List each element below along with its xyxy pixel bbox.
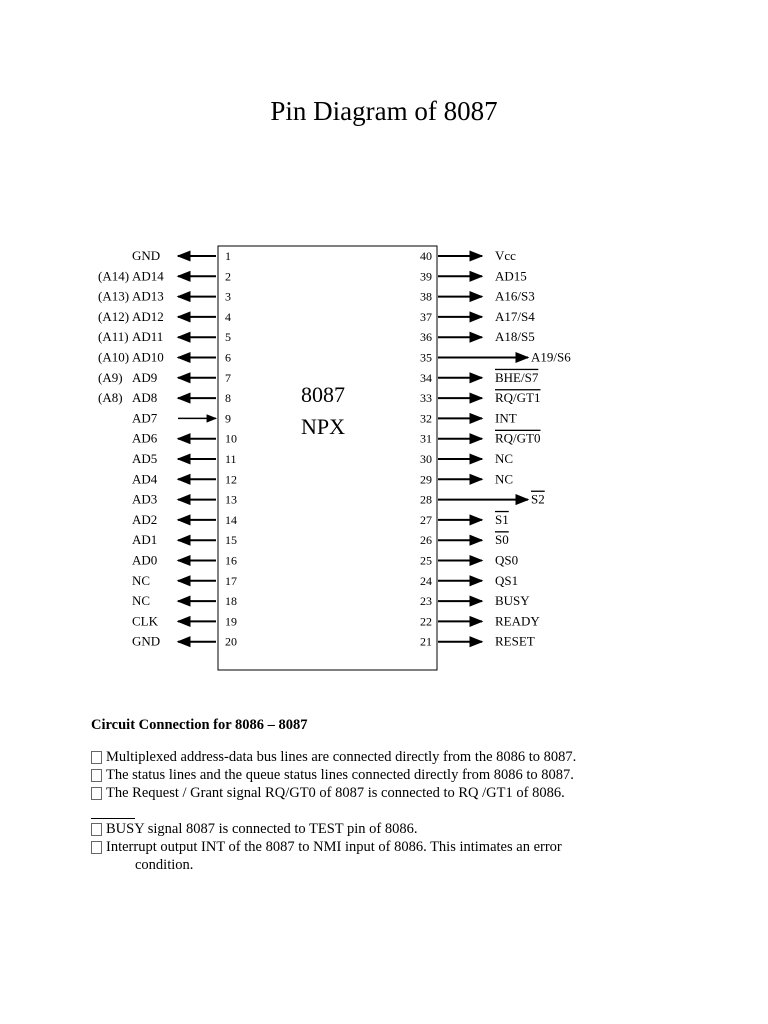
pin-39: [420, 268, 527, 283]
pin-5: [98, 329, 231, 344]
pin-number: 9: [225, 411, 231, 426]
chip-name: 8087: [301, 382, 345, 407]
pin-32: [420, 410, 517, 425]
pin-label: AD11: [132, 329, 164, 345]
pin-17: [132, 573, 237, 588]
pin-label: NC: [132, 593, 151, 609]
pin-label: AD14: [132, 268, 164, 284]
pin-27: [420, 512, 509, 527]
test-overbar: [91, 818, 135, 819]
pin-alt-label: (A9): [98, 369, 123, 385]
pin-label: AD15: [495, 268, 527, 284]
pin-label: QS1: [495, 572, 519, 588]
note-continuation: condition.: [135, 857, 194, 873]
pin-4: [98, 309, 231, 324]
note-bullet-2: [91, 766, 751, 784]
pin-14: [132, 512, 237, 527]
pin-label: A19/S6: [531, 349, 571, 365]
pin-label: AD7: [132, 410, 158, 426]
pin-number: 4: [225, 309, 231, 324]
pin-6: [98, 350, 231, 365]
pin-number: 13: [225, 492, 237, 507]
pin-label: NC: [495, 471, 514, 487]
pin-number: 6: [225, 350, 231, 365]
note-bullet-1: [91, 748, 751, 766]
pin-label: GND: [132, 633, 161, 649]
pin-number: 40: [420, 249, 432, 263]
pin-31: [420, 431, 541, 446]
pin-label: A16/S3: [495, 288, 535, 304]
pin-30: [420, 451, 513, 466]
pin-13: [132, 492, 237, 507]
pin-label: NC: [132, 572, 151, 588]
pin-number: 23: [420, 594, 432, 609]
pin-label: AD1: [132, 532, 158, 548]
pin-label: CLK: [132, 613, 158, 629]
pin-number: 26: [420, 533, 432, 548]
pin-label: A18/S5: [495, 329, 535, 345]
pin-number: 17: [225, 573, 237, 588]
pin-number: 8: [225, 391, 231, 406]
pin-number: 21: [420, 634, 432, 649]
pin-3: [98, 289, 231, 304]
pin-label: BHE/S7: [495, 369, 539, 385]
pin-number: 38: [420, 289, 432, 304]
pin-label: AD13: [132, 288, 164, 304]
pin-8: [98, 390, 231, 405]
pin-20: [132, 634, 237, 649]
pin-alt-label: (A14): [98, 268, 130, 284]
pin-label: GND: [132, 248, 161, 263]
pin-33: [420, 390, 541, 405]
note-text: Multiplexed address-data bus lines are connected directly from the 8086 to 8087.: [106, 749, 577, 765]
pin-number: 7: [225, 370, 231, 385]
pin-label: AD8: [132, 390, 158, 406]
pin-26: [420, 532, 509, 547]
pin-24: [420, 573, 518, 588]
pin-9: [132, 410, 231, 425]
pin-label: AD4: [132, 471, 158, 487]
pin-number: 34: [420, 370, 432, 385]
chip-body: [218, 246, 437, 670]
pin-number: 1: [225, 249, 231, 263]
pin-number: 35: [420, 350, 432, 365]
pin-number: 18: [225, 594, 237, 609]
pin-number: 11: [225, 452, 237, 466]
pin-label: AD3: [132, 491, 158, 507]
bullet-box-icon: [91, 787, 102, 800]
pin-number: 24: [420, 573, 432, 588]
pin-label: S2: [531, 491, 545, 507]
pin-number: 37: [420, 309, 432, 324]
pin-number: 30: [420, 452, 432, 466]
pin-number: 25: [420, 553, 432, 568]
note-bullet-4: [91, 820, 751, 838]
pin-label: AD6: [132, 430, 158, 446]
pin-label: A17/S4: [495, 308, 535, 324]
bullet-box-icon: [91, 751, 102, 764]
bullet-box-icon: [91, 841, 102, 854]
pin-label: AD2: [132, 511, 158, 527]
pin-22: [420, 613, 540, 628]
pin-18: [132, 593, 237, 608]
pin-number: 22: [420, 614, 432, 629]
pin-label: NC: [495, 451, 514, 466]
pin-alt-label: (A11): [98, 329, 129, 345]
pin-label: RQ/GT1: [495, 390, 541, 406]
pin-34: [420, 370, 539, 385]
pin-number: 39: [420, 269, 432, 284]
pin-alt-label: (A10): [98, 349, 130, 365]
pin-label: READY: [495, 613, 540, 629]
pin-alt-label: (A13): [98, 288, 130, 304]
pin-number: 28: [420, 492, 432, 507]
pin-label: Vcc: [495, 248, 516, 263]
pin-label: S1: [495, 511, 509, 527]
pin-7: [98, 370, 231, 385]
page-title: Pin Diagram of 8087: [270, 96, 498, 126]
pin-label: RESET: [495, 633, 535, 649]
pin-label: S0: [495, 532, 509, 548]
pin-label: AD9: [132, 369, 158, 385]
pin-number: 27: [420, 512, 432, 527]
bullet-box-icon: [91, 769, 102, 782]
pin-2: [98, 268, 231, 283]
pin-number: 33: [420, 391, 432, 406]
pin-number: 15: [225, 533, 237, 548]
pin-number: 32: [420, 411, 432, 426]
pin-number: 29: [420, 472, 432, 487]
circuit-notes: [91, 716, 751, 874]
pin-11: [132, 451, 237, 466]
pin-16: [132, 553, 237, 568]
pin-12: [132, 471, 237, 486]
pin-29: [420, 471, 513, 486]
pin-number: 10: [225, 431, 237, 446]
pin-label: RQ/GT0: [495, 430, 541, 446]
pin-number: 5: [225, 330, 231, 345]
pin-label: INT: [495, 410, 517, 426]
section-heading: Circuit Connection for 8086 – 8087: [91, 717, 308, 733]
bullet-box-icon: [91, 823, 102, 836]
pin-35: [420, 350, 571, 365]
note-text: Interrupt output INT of the 8087 to NMI input of 8086. This intimates an error: [106, 839, 562, 855]
pin-number: 3: [225, 289, 231, 304]
pin-label: AD0: [132, 552, 158, 568]
pin-alt-label: (A8): [98, 390, 123, 406]
pin-label: AD10: [132, 349, 164, 365]
note-text: The Request / Grant signal RQ/GT0 of 8087 is connected to RQ /GT1 of 8086.: [106, 785, 565, 801]
pin-25: [420, 553, 518, 568]
pin-number: 2: [225, 269, 231, 284]
pin-10: [132, 431, 237, 446]
pin-number: 31: [420, 431, 432, 446]
pin-number: 12: [225, 472, 237, 487]
note-text: The status lines and the queue status lines connected directly from 8086 to 8087.: [106, 767, 574, 783]
pin-15: [132, 532, 237, 547]
pin-28: [420, 492, 545, 507]
pin-label: QS0: [495, 552, 519, 568]
pin-number: 19: [225, 614, 237, 629]
pin-19: [132, 613, 237, 628]
pin-number: 16: [225, 553, 237, 568]
pin-alt-label: (A12): [98, 308, 130, 324]
pin-1: [132, 248, 231, 263]
note-bullet-5: [91, 838, 751, 856]
chip-type: NPX: [300, 414, 346, 439]
pin-40: [420, 248, 516, 263]
pin-number: 14: [225, 512, 237, 527]
note-text: BUSY signal 8087 is connected to TEST pin of 8086.: [106, 821, 418, 837]
pin-label: BUSY: [495, 593, 530, 609]
pin-number: 36: [420, 330, 432, 345]
pin-label: AD12: [132, 308, 164, 324]
note-bullet-3: [91, 784, 751, 802]
pin-number: 20: [225, 634, 237, 649]
pin-label: AD5: [132, 451, 158, 466]
